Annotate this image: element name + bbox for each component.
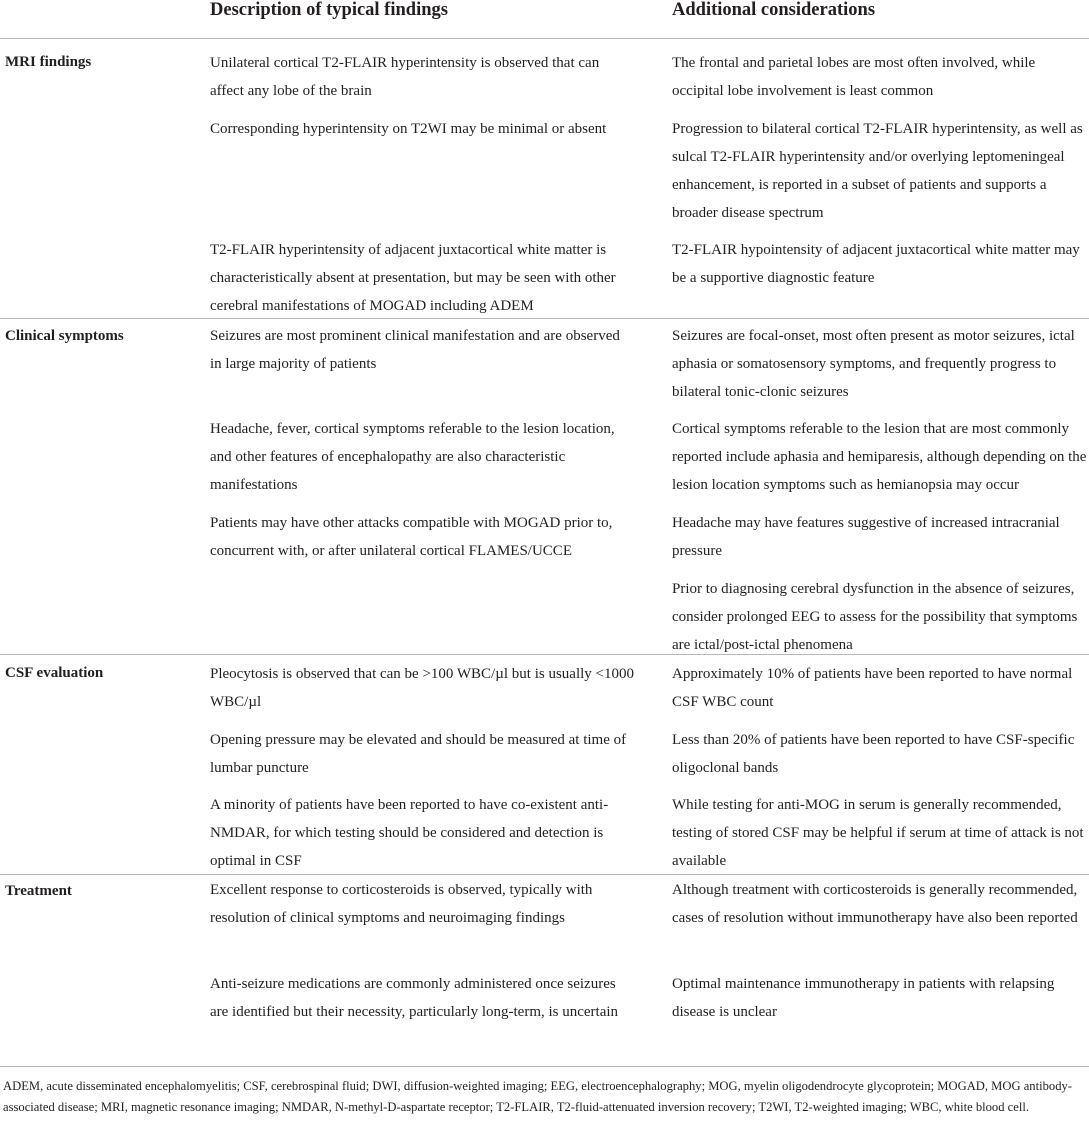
row-label-clinical-symptoms: Clinical symptoms [5, 328, 124, 344]
row-label-mri-findings: MRI findings [5, 54, 92, 70]
description-cell: Anti-seizure medications are commonly administered once seizures are identified but their necessity, particularly long-term, is uncertain [210, 976, 619, 1020]
table-header [0, 0, 1089, 39]
consideration-cell: Less than 20% of patients have been reported to have CSF-specific oligoclonal bands [672, 732, 1075, 776]
description-cell: Pleocytosis is observed that can be >100 WBC/µl but is usually <1000 WBC/µl [210, 666, 634, 710]
description-cell: Seizures are most prominent clinical manifestation and are observed in large majority of patients [210, 328, 620, 372]
description-cell: Opening pressure may be elevated and should be measured at time of lumbar puncture [210, 732, 627, 776]
description-cell: Patients may have other attacks compatible with MOGAD prior to, concurrent with, or after unilateral cortical FLAMES/UCCE [210, 515, 613, 559]
consideration-cell: Headache may have features suggestive of increased intracranial pressure [672, 515, 1060, 559]
consideration-cell: While testing for anti-MOG in serum is generally recommended, testing of stored CSF may be helpful if serum at time of attack is not available [672, 797, 1084, 869]
row-label-treatment: Treatment [5, 883, 72, 899]
description-cell: Headache, fever, cortical symptoms referable to the lesion location, and other features of encephalopathy are also characteristic manifestations [210, 421, 615, 493]
row-label-csf-evaluation: CSF evaluation [5, 665, 104, 681]
header-considerations: Additional considerations [672, 0, 876, 20]
section-csf-evaluation [0, 654, 1089, 875]
section-treatment [0, 874, 1089, 1067]
description-cell: Unilateral cortical T2-FLAIR hyperintensity is observed that can affect any lobe of the brain [210, 55, 600, 99]
consideration-cell: Cortical symptoms referable to the lesion that are most commonly reported include aphasia and hemiparesis, although depending on the lesion location symptoms such as hemianopsia may occur [672, 421, 1087, 493]
description-cell: Excellent response to corticosteroids is observed, typically with resolution of clinical symptoms and neuroimaging findings [210, 882, 593, 926]
description-cell: T2-FLAIR hyperintensity of adjacent juxtacortical white matter is characteristically absent at presentation, but may be seen with other cerebral manifestations of MOGAD including ADEM [210, 242, 616, 314]
table-footnote: ADEM, acute disseminated encephalomyelitis; CSF, cerebrospinal fluid; DWI, diffusion-weighted imaging; EEG, electroencephalography; MOG, myelin oligodendrocyte glycoprotein; MOGAD, MOG antibody-associated disease; MRI, magnetic resonance imaging; NMDAR, N-methyl-D-aspartate receptor; T2-FLAIR, T2-fluid-attenuated inversion recovery; T2WI, T2-weighted imaging; WBC, white blood cell. [3, 1079, 1072, 1114]
consideration-cell: Progression to bilateral cortical T2-FLAIR hyperintensity, as well as sulcal T2-FLAIR hyperintensity and/or overlying leptomeningeal enhancement, is reported in a subset of patients and supports a broader disease spectrum [672, 121, 1083, 221]
section-clinical-symptoms [0, 318, 1089, 655]
consideration-cell: Approximately 10% of patients have been reported to have normal CSF WBC count [672, 666, 1073, 710]
consideration-cell: Seizures are focal-onset, most often present as motor seizures, ictal aphasia or somatosensory symptoms, and frequently progress to bilateral tonic-clonic seizures [672, 328, 1075, 400]
header-description: Description of typical findings [210, 0, 448, 20]
consideration-cell: Optimal maintenance immunotherapy in patients with relapsing disease is unclear [672, 976, 1055, 1020]
description-cell: Corresponding hyperintensity on T2WI may be minimal or absent [210, 121, 607, 137]
section-mri-findings [0, 38, 1089, 319]
description-cell: A minority of patients have been reported to have co-existent anti-NMDAR, for which testing should be considered and detection is optimal in CSF [210, 797, 609, 869]
consideration-cell: Prior to diagnosing cerebral dysfunction in the absence of seizures, consider prolonged EEG to assess for the possibility that symptoms are ictal/post-ictal phenomena [672, 581, 1078, 653]
consideration-cell: Although treatment with corticosteroids is generally recommended, cases of resolution without immunotherapy have also been reported [672, 882, 1078, 926]
consideration-cell: The frontal and parietal lobes are most often involved, while occipital lobe involvement is least common [672, 55, 1036, 99]
consideration-cell: T2-FLAIR hypointensity of adjacent juxtacortical white matter may be a supportive diagnostic feature [672, 242, 1080, 286]
